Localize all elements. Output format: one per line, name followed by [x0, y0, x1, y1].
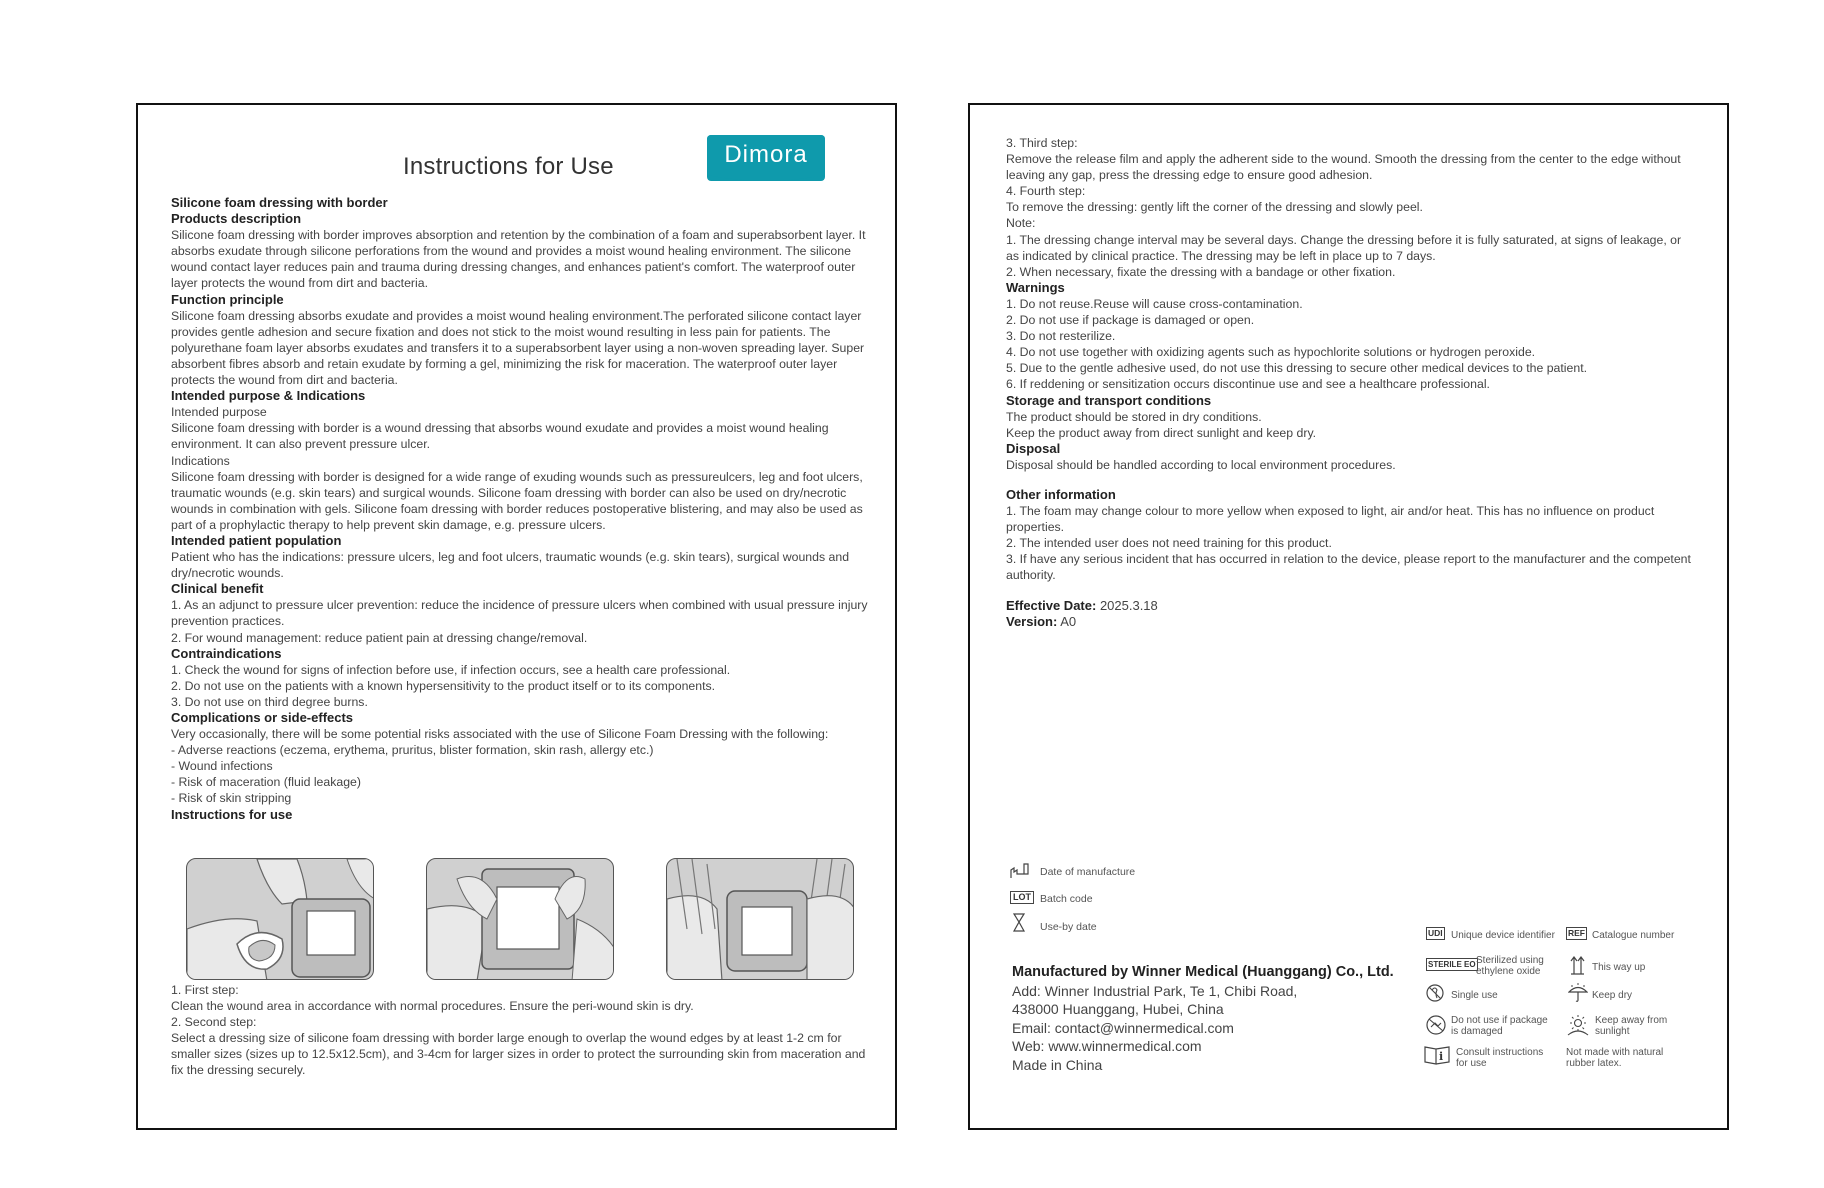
keep-away-from-sunlight-icon: [1567, 1014, 1589, 1036]
text-line: 1. First step:: [171, 983, 239, 997]
address-line-2: 438000 Huanggang, Hubei, China: [1012, 1001, 1224, 1017]
text-line: Indications: [171, 453, 230, 468]
effective-label: Effective Date:: [1006, 597, 1097, 613]
section-heading: Clinical benefit: [171, 581, 264, 597]
section-heading: Contraindications: [171, 645, 282, 661]
sterile-eo-icon: STERILE EO: [1428, 960, 1476, 969]
text-line: 2. The intended user does not need training for this product.: [1006, 536, 1332, 551]
effective-date: [1006, 598, 1696, 630]
text-line: - Wound infections: [171, 759, 273, 774]
spacer: [1006, 473, 1696, 487]
text-line: - Adverse reactions (eczema, erythema, pruritus, blister formation, skin rash, allergy etc.): [171, 743, 654, 758]
figure-step-2: [426, 858, 614, 980]
symbol-label: Batch code: [1040, 893, 1093, 905]
text-line: 3. Do not resterilize.: [1006, 329, 1116, 344]
symbol-label: Do not use if package is damaged: [1451, 1015, 1548, 1037]
cleaning-illustration: [187, 859, 374, 980]
version-value: A0: [1060, 613, 1077, 629]
text-line: Patient who has the indications: pressure ulcers, leg and foot ulcers, traumatic wounds (e.g. skin tears), surgical wounds and dry/necrotic wounds.: [171, 550, 850, 581]
this-way-up-icon: [1570, 955, 1586, 975]
symbol-label: Use-by date: [1040, 921, 1097, 933]
text-line: 2. Second step:: [171, 1015, 257, 1030]
section-heading: Storage and transport conditions: [1006, 392, 1212, 408]
udi-icon: UDI: [1428, 928, 1443, 938]
symbol-label: Consult instructions for use: [1456, 1047, 1544, 1069]
symbol-label: Keep dry: [1592, 990, 1633, 1001]
other-info-lines: [1006, 503, 1696, 583]
left-sections: [171, 211, 871, 823]
text-line: 3. Do not use on third degree burns.: [171, 694, 368, 709]
no-latex-icon: Not made with natural rubber latex.: [1566, 1047, 1664, 1069]
text-line: 2. For wound management: reduce patient pain at dressing change/removal.: [171, 630, 588, 645]
text-line: 6. If reddening or sensitization occurs discontinue use and see a healthcare professional.: [1006, 377, 1490, 392]
keep-dry-icon: [1568, 983, 1588, 1003]
text-line: Note:: [1006, 216, 1036, 231]
left-text-column: [171, 195, 871, 823]
text-line: 3. Third step:: [1006, 136, 1078, 150]
figure-step-3: [666, 858, 854, 980]
logo-text: Dimora: [724, 141, 808, 168]
symbol-label: Single use: [1451, 990, 1498, 1001]
origin: Made in China: [1012, 1056, 1103, 1073]
manufacturer-name: Manufactured by Winner Medical (Huanggang) Co., Ltd.: [1012, 964, 1394, 980]
symbol-label: This way up: [1592, 962, 1646, 973]
applying-illustration: [427, 859, 614, 980]
page-title: Instructions for Use: [403, 153, 614, 180]
text-line: 1. The foam may change colour to more yellow when exposed to light, air and/or heat. This has no influence on product properties.: [1006, 504, 1655, 535]
text-line: The product should be stored in dry conditions.: [1006, 409, 1262, 424]
text-line: 1. The dressing change interval may be several days. Change the dressing before it is fully saturated, at signs of leakage, or as indicated by clinical practice. The dressing may be left in place up to 7 days.: [1006, 232, 1682, 263]
text-line: - Risk of maceration (fluid leakage): [171, 775, 361, 790]
right-page: [968, 103, 1729, 1130]
text-line: - Risk of skin stripping: [171, 791, 292, 806]
text-line: Intended purpose: [171, 405, 267, 420]
text-line: Silicone foam dressing with border is designed for a wide range of exuding wounds such as pressureulcers, leg and foot ulcers, traumatic wounds (e.g. skin tears) and surgical wounds. Silicone foam dressing with border can also be used on dry/necrotic wounds in combination with gels. Silicone foam dressing with border reduces postoperative blistering, and may also be used as part of a prophylactic therapy to help prevent skin damage, e.g. pressure ulcers.: [171, 469, 863, 532]
text-line: 1. Check the wound for signs of infection before use, if infection occurs, see a health care professional.: [171, 662, 731, 677]
version-label: Version:: [1006, 613, 1058, 629]
section-heading: Intended purpose & Indications: [171, 388, 366, 404]
text-line: 3. If have any serious incident that has occurred in relation to the device, please report to the manufacturer and the competent authority.: [1006, 552, 1691, 583]
email: Email: contact@winnermedical.com: [1012, 1019, 1234, 1036]
symbol-label: Keep away from sunlight: [1595, 1015, 1668, 1037]
text-line: Silicone foam dressing with border improves absorption and retention by the combination of a foam and superabsorbent layer. It absorbs exudate through silicone perforations from the wound and provides a moist wound healing environment. The silicone wound contact layer reduces pain and trauma during dressing changes, and enhances patient's comfort. The waterproof outer layer protects the wound from dirt and bacteria.: [171, 228, 866, 291]
text-line: Remove the release film and apply the adherent side to the wound. Smooth the dressing from the center to the edge without leaving any gap, press the dressing edge to ensure good adhesion.: [1006, 152, 1681, 183]
text-line: 4. Do not use together with oxidizing agents such as hypochlorite solutions or hydrogen peroxide.: [1006, 345, 1536, 360]
text-line: Disposal should be handled according to local environment procedures.: [1006, 457, 1396, 472]
text-line: Select a dressing size of silicone foam dressing with border large enough to overlap the wound edges by at least 1-2 cm for smaller sizes (sizes up to 12.5x12.5cm), and 3-4cm for larger sizes in order to protect the surrounding skin from maceration and fix the dressing securely.: [171, 1031, 866, 1078]
text-line: Keep the product away from direct sunlight and keep dry.: [1006, 425, 1317, 440]
symbol-label: Date of manufacture: [1040, 866, 1136, 878]
symbol-label: Sterilized using ethylene oxide: [1476, 955, 1544, 977]
section-heading: Function principle: [171, 291, 284, 307]
section-heading: Disposal: [1006, 440, 1061, 456]
text-line: 5. Due to the gentle adhesive used, do not use this dressing to secure other medical devices to the patient.: [1006, 361, 1588, 376]
batch-code-icon: LOT: [1010, 891, 1034, 904]
instruction-figures: [186, 858, 866, 984]
text-line: To remove the dressing: gently lift the corner of the dressing and slowly peel.: [1006, 200, 1423, 215]
symbol-label: Catalogue number: [1592, 930, 1675, 941]
text-line: 2. Do not use on the patients with a known hypersensitivity to the product itself or to its components.: [171, 678, 716, 693]
smoothing-illustration: [667, 859, 854, 980]
right-text-column: [1006, 135, 1696, 630]
text-line: 1. Do not reuse.Reuse will cause cross-contamination.: [1006, 296, 1303, 311]
date-of-manufacture-icon: [1010, 863, 1030, 879]
single-use-icon: [1426, 984, 1444, 1002]
use-by-date-icon: [1012, 913, 1026, 933]
do-not-use-if-damaged-icon: [1426, 1015, 1446, 1035]
manufacturer-block: [1012, 963, 1394, 1074]
text-line: Clean the wound area in accordance with normal procedures. Ensure the peri-wound skin is dry.: [171, 999, 694, 1014]
ref-icon: REF: [1568, 928, 1585, 938]
text-line: Very occasionally, there will be some potential risks associated with the use of Silicone Foam Dressing with the following:: [171, 727, 829, 742]
left-page: [136, 103, 897, 1130]
website: Web: www.winnermedical.com: [1012, 1038, 1202, 1054]
left-steps: [171, 982, 871, 1079]
symbol-label: Unique device identifier: [1451, 930, 1555, 941]
left-steps-list: [171, 982, 871, 1079]
text-line: Silicone foam dressing absorbs exudate and provides a moist wound healing environment.The perforated silicone contact layer provides gentle adhesion and secure fixation and does not stick to the moist wound resulting in less pain for patients. The polyurethane foam layer absorbs exudates and transfers it to a superabsorbent layer using a non-woven spreading layer. Super absorbent fibres absorb and retain exudate by forming a gel, minimizing the risk for maceration. The waterproof outer layer protects the wound from dirt and bacteria.: [171, 308, 865, 388]
effective-value: 2025.3.18: [1099, 597, 1158, 613]
consult-instructions-icon: [1424, 1045, 1450, 1065]
right-sections: [1006, 280, 1696, 473]
text-line: 4. Fourth step:: [1006, 184, 1086, 199]
text-line: Silicone foam dressing with border is a wound dressing that absorbs wound exudate and provides a moist wound healing environment. It can also prevent pressure ulcer.: [171, 421, 829, 452]
brand-logo: [707, 135, 825, 181]
section-heading: Complications or side-effects: [171, 710, 354, 725]
text-line: 2. When necessary, fixate the dressing with a bandage or other fixation.: [1006, 264, 1396, 279]
section-heading: Instructions for use: [171, 806, 293, 822]
product-name: Silicone foam dressing with border: [171, 195, 388, 210]
text-line: 2. Do not use if package is damaged or open.: [1006, 313, 1255, 328]
address-line-1: Add: Winner Industrial Park, Te 1, Chibi Road,: [1012, 982, 1298, 999]
other-info-heading: Other information: [1006, 486, 1116, 502]
section-heading: Warnings: [1006, 279, 1065, 295]
svg-text:i: i: [1439, 1050, 1444, 1063]
text-line: 1. As an adjunct to pressure ulcer prevention: reduce the incidence of pressure ulcers when combined with usual pressure injury prevention practices.: [171, 598, 868, 629]
right-steps-list: [1006, 135, 1696, 280]
section-heading: Intended patient population: [171, 532, 342, 548]
section-heading: Products description: [171, 211, 302, 227]
figure-step-1: [186, 858, 374, 980]
